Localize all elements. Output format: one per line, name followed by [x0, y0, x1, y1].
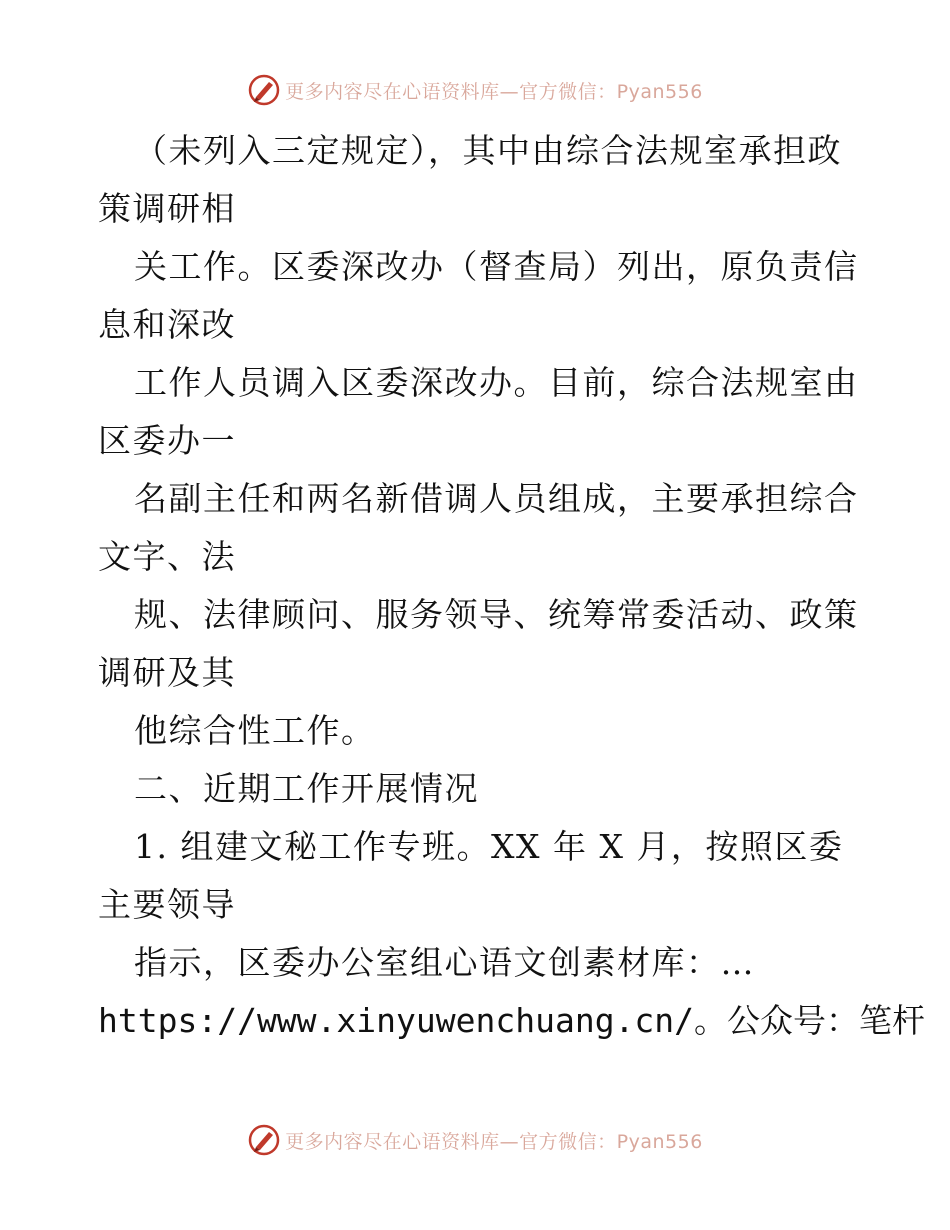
- pen-logo-icon: [247, 73, 281, 107]
- body-line: 息和深改: [98, 305, 236, 344]
- footer-watermark-banner: [0, 1120, 950, 1160]
- url-line: [98, 992, 926, 1050]
- body-line: 策调研相: [98, 189, 236, 228]
- body-line: 1. 组建文秘工作专班。XX 年 X 月，按照区委: [134, 827, 844, 866]
- body-line: 主要领导: [98, 885, 236, 924]
- body-line: 指示，区委办公室组心语文创素材库：…: [134, 943, 755, 982]
- footer-watermark-text: 更多内容尽在心语资料库—官方微信：Pyan556: [285, 1130, 703, 1153]
- url-text: https://www.xinyuwenchuang.cn/。公众号：笔杆: [98, 1001, 926, 1040]
- body-line: 名副主任和两名新借调人员组成，主要承担综合: [134, 479, 859, 518]
- body-line: 规、法律顾问、服务领导、统筹常委活动、政策: [134, 595, 859, 634]
- document-body: [98, 122, 926, 1050]
- section-heading: 二、近期工作开展情况: [134, 769, 479, 808]
- body-line: 他综合性工作。: [134, 711, 376, 750]
- body-line: 调研及其: [98, 653, 236, 692]
- body-line: 工作人员调入区委深改办。目前，综合法规室由: [134, 363, 859, 402]
- body-line: 关工作。区委深改办（督查局）列出，原负责信: [134, 247, 859, 286]
- header-watermark-text: 更多内容尽在心语资料库—官方微信：Pyan556: [285, 80, 703, 103]
- body-line: 区委办一: [98, 421, 236, 460]
- header-watermark-banner: [0, 70, 950, 110]
- body-line: （未列入三定规定），其中由综合法规室承担政: [134, 131, 842, 170]
- body-line: 文字、法: [98, 537, 236, 576]
- pen-logo-icon: [247, 1123, 281, 1157]
